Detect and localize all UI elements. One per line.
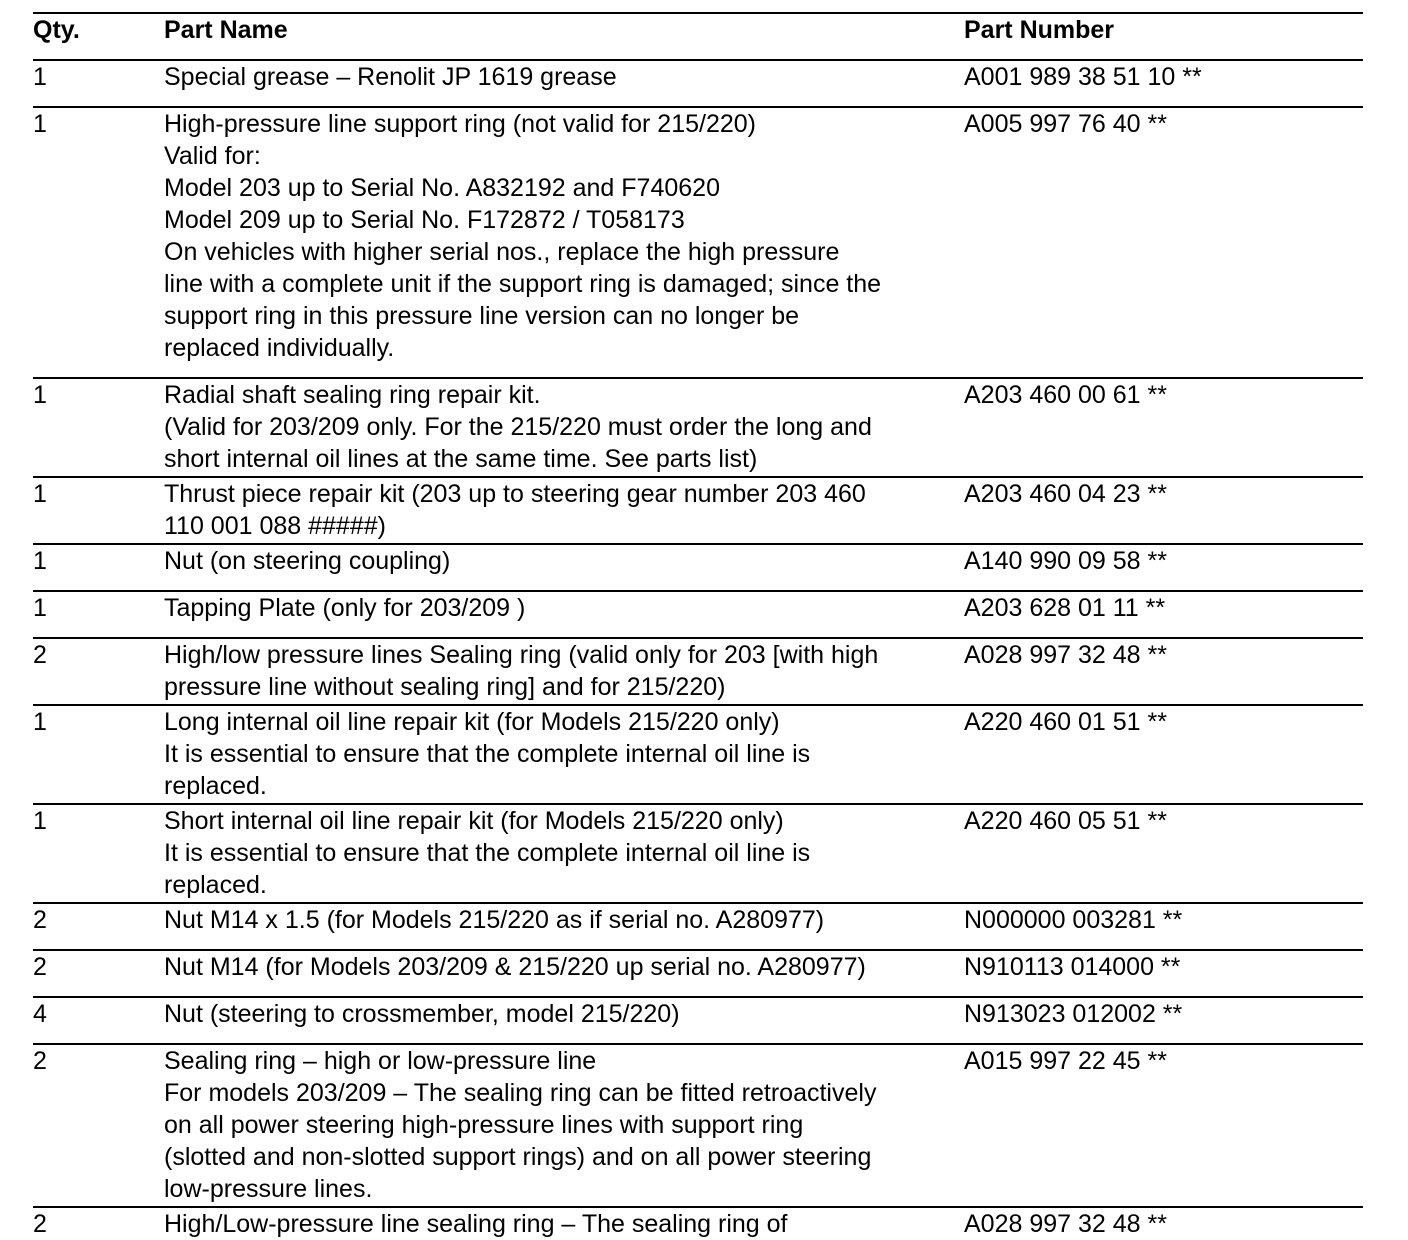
part-name-line: Long internal oil line repair kit (for Models 215/220 only) — [164, 708, 780, 736]
part-name-line: replaced. — [164, 871, 267, 899]
table-row — [33, 904, 1363, 949]
part-name-cell — [164, 379, 964, 475]
part-name-line: (Valid for 203/209 only. For the 215/220 must order the long and — [164, 413, 872, 441]
part-number-cell: N913023 012002 ** — [964, 1000, 1183, 1028]
part-name-line: It is essential to ensure that the complete internal oil line is — [164, 839, 811, 867]
part-name-cell — [164, 998, 964, 1030]
part-number-cell: A220 460 01 51 ** — [964, 708, 1167, 736]
part-name-line: High/low pressure lines Sealing ring (valid only for 203 [with high — [164, 641, 879, 669]
part-name-cell — [164, 951, 964, 983]
part-name-line: short internal oil lines at the same time. See parts list) — [164, 445, 758, 473]
part-number-cell: A015 997 22 45 ** — [964, 1047, 1167, 1075]
part-name-line: Thrust piece repair kit (203 up to steering gear number 203 460 — [164, 480, 866, 508]
part-number-cell: A203 628 01 11 ** — [964, 594, 1166, 622]
part-number-cell: A140 990 09 58 ** — [964, 547, 1167, 575]
parts-table — [33, 12, 1363, 1240]
table-row — [33, 1208, 1363, 1240]
part-name-line: Valid for: — [164, 142, 261, 170]
qty-cell: 4 — [33, 1000, 47, 1028]
part-name-line: High-pressure line support ring (not valid for 215/220) — [164, 110, 756, 138]
part-name-cell — [164, 108, 964, 364]
qty-cell: 2 — [33, 1047, 47, 1075]
part-name-line: Nut M14 (for Models 203/209 & 215/220 up serial no. A280977) — [164, 953, 866, 981]
table-row — [33, 639, 1363, 704]
part-name-line: (slotted and non-slotted support rings) and on all power steering — [164, 1143, 872, 1171]
header-part-name: Part Name — [164, 16, 288, 44]
part-name-cell — [164, 706, 964, 802]
part-number-cell: A203 460 04 23 ** — [964, 480, 1167, 508]
part-name-line: 110 001 088 #####) — [164, 512, 386, 540]
part-name-cell — [164, 904, 964, 936]
qty-cell: 1 — [33, 381, 47, 409]
part-name-line: replaced individually. — [164, 334, 395, 362]
header-part-number: Part Number — [964, 16, 1115, 44]
table-row — [33, 545, 1363, 590]
part-name-cell — [164, 61, 964, 93]
table-header — [33, 14, 1363, 59]
table-row — [33, 379, 1363, 476]
part-name-line: Short internal oil line repair kit (for Models 215/220 only) — [164, 807, 784, 835]
table-row — [33, 706, 1363, 803]
qty-cell: 1 — [33, 708, 47, 736]
part-name-line: Special grease – Renolit JP 1619 grease — [164, 63, 617, 91]
qty-cell: 1 — [33, 594, 47, 622]
qty-cell: 1 — [33, 110, 47, 138]
qty-cell: 1 — [33, 547, 47, 575]
part-name-line: High/Low-pressure line sealing ring – The sealing ring of — [164, 1210, 788, 1238]
part-name-cell — [164, 805, 964, 901]
part-number-cell: A001 989 38 51 10 ** — [964, 63, 1202, 91]
header-qty: Qty. — [33, 16, 80, 44]
part-name-line: Nut (steering to crossmember, model 215/220) — [164, 1000, 680, 1028]
part-name-line: Model 209 up to Serial No. F172872 / T058173 — [164, 206, 685, 234]
part-name-cell — [164, 545, 964, 577]
table-row — [33, 805, 1363, 902]
part-number-cell: N910113 014000 ** — [964, 953, 1181, 981]
part-name-line: For models 203/209 – The sealing ring can be fitted retroactively — [164, 1079, 877, 1107]
part-name-line: low-pressure lines. — [164, 1175, 373, 1203]
part-name-cell — [164, 478, 964, 542]
part-name-line: pressure line without sealing ring] and for 215/220) — [164, 673, 726, 701]
qty-cell: 2 — [33, 1210, 47, 1238]
part-number-cell: A220 460 05 51 ** — [964, 807, 1167, 835]
table-row — [33, 1045, 1363, 1206]
qty-cell: 1 — [33, 807, 47, 835]
part-name-line: support ring in this pressure line version can no longer be — [164, 302, 800, 330]
part-name-line: Nut M14 x 1.5 (for Models 215/220 as if serial no. A280977) — [164, 906, 825, 934]
part-name-line: On vehicles with higher serial nos., replace the high pressure — [164, 238, 840, 266]
part-name-cell — [164, 592, 964, 624]
table-row — [33, 108, 1363, 377]
qty-cell: 1 — [33, 480, 47, 508]
part-number-cell: N000000 003281 ** — [964, 906, 1183, 934]
table-row — [33, 61, 1363, 106]
table-row — [33, 998, 1363, 1043]
qty-cell: 2 — [33, 641, 47, 669]
part-name-line: It is essential to ensure that the complete internal oil line is — [164, 740, 811, 768]
part-name-cell — [164, 1208, 964, 1240]
part-name-line: on all power steering high-pressure lines with support ring — [164, 1111, 804, 1139]
table-row — [33, 592, 1363, 637]
part-name-line: Sealing ring – high or low-pressure line — [164, 1047, 597, 1075]
part-name-line: Tapping Plate (only for 203/209 ) — [164, 594, 526, 622]
table-row — [33, 478, 1363, 543]
qty-cell: 2 — [33, 906, 47, 934]
qty-cell: 1 — [33, 63, 47, 91]
part-name-cell — [164, 1045, 964, 1205]
part-number-cell: A005 997 76 40 ** — [964, 110, 1167, 138]
part-name-line: Model 203 up to Serial No. A832192 and F740620 — [164, 174, 720, 202]
part-name-line: Radial shaft sealing ring repair kit. — [164, 381, 541, 409]
table-body — [33, 59, 1363, 1240]
part-name-line: line with a complete unit if the support ring is damaged; since the — [164, 270, 882, 298]
part-name-line: Nut (on steering coupling) — [164, 547, 451, 575]
part-name-line: replaced. — [164, 772, 267, 800]
table-row — [33, 951, 1363, 996]
part-name-cell — [164, 639, 964, 703]
qty-cell: 2 — [33, 953, 47, 981]
part-number-cell: A203 460 00 61 ** — [964, 381, 1167, 409]
part-number-cell: A028 997 32 48 ** — [964, 641, 1167, 669]
part-number-cell: A028 997 32 48 ** — [964, 1210, 1167, 1238]
